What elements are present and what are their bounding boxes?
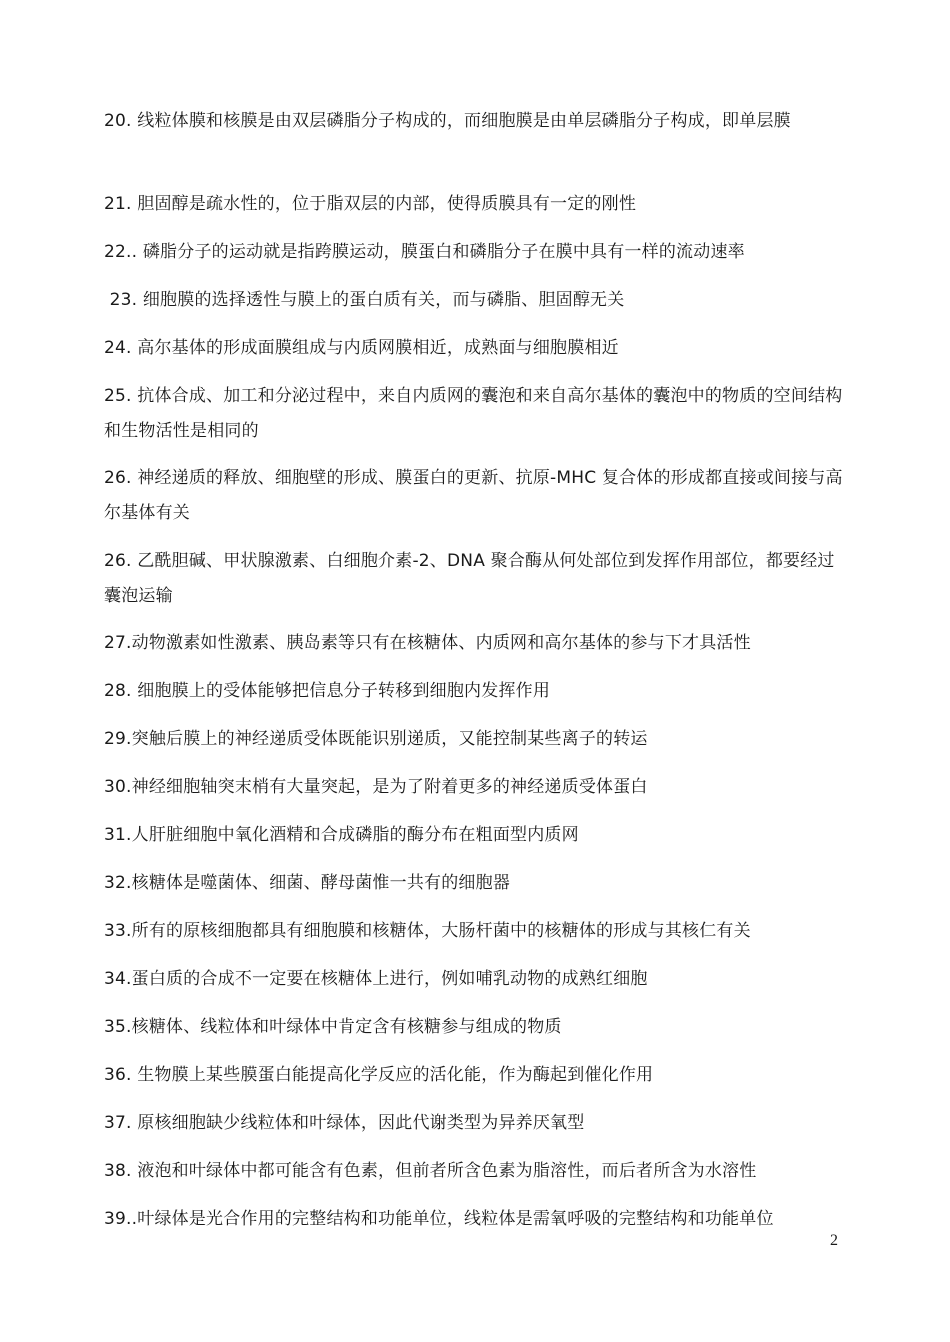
item-20: 20. 线粒体膜和核膜是由双层磷脂分子构成的，而细胞膜是由单层磷脂分子构成，即单层膜 — [104, 111, 791, 131]
item-30: 30.神经细胞轴突末梢有大量突起，是为了附着更多的神经递质受体蛋白 — [104, 777, 648, 797]
item-23: 23. 细胞膜的选择透性与膜上的蛋白质有关，而与磷脂、胆固醇无关 — [104, 290, 625, 310]
item-36: 36. 生物膜上某些膜蛋白能提高化学反应的活化能，作为酶起到催化作用 — [104, 1065, 654, 1085]
item-39: 39..叶绿体是光合作用的完整结构和功能单位，线粒体是需氧呼吸的完整结构和功能单位 — [104, 1209, 774, 1229]
item-28: 28. 细胞膜上的受体能够把信息分子转移到细胞内发挥作用 — [104, 681, 551, 701]
page-number: 2 — [830, 1232, 838, 1249]
item-24: 24. 高尔基体的形成面膜组成与内质网膜相近，成熟面与细胞膜相近 — [104, 338, 619, 358]
item-31: 31.人肝脏细胞中氧化酒精和合成磷脂的酶分布在粗面型内质网 — [104, 825, 579, 845]
item-32: 32.核糖体是噬菌体、细菌、酵母菌惟一共有的细胞器 — [104, 873, 511, 893]
item-21: 21. 胆固醇是疏水性的，位于脂双层的内部，使得质膜具有一定的刚性 — [104, 194, 637, 214]
item-27: 27.动物激素如性激素、胰岛素等只有在核糖体、内质网和高尔基体的参与下才具活性 — [104, 633, 751, 653]
item-26b: 26. 乙酰胆碱、甲状腺激素、白细胞介素-2、DNA 聚合酶从何处部位到发挥作用部位，都要经过囊泡运输 — [104, 551, 835, 606]
item-26a: 26. 神经递质的释放、细胞壁的形成、膜蛋白的更新、抗原-MHC 复合体的形成都直接或间接与高尔基体有关 — [104, 468, 843, 523]
item-37: 37. 原核细胞缺少线粒体和叶绿体，因此代谢类型为异养厌氧型 — [104, 1113, 585, 1133]
item-29: 29.突触后膜上的神经递质受体既能识别递质，又能控制某些离子的转运 — [104, 729, 648, 749]
item-33: 33.所有的原核细胞都具有细胞膜和核糖体，大肠杆菌中的核糖体的形成与其核仁有关 — [104, 921, 751, 941]
item-38: 38. 液泡和叶绿体中都可能含有色素，但前者所含色素为脂溶性，而后者所含为水溶性 — [104, 1161, 757, 1181]
item-35: 35.核糖体、线粒体和叶绿体中肯定含有核糖参与组成的物质 — [104, 1017, 562, 1037]
item-22: 22.. 磷脂分子的运动就是指跨膜运动，膜蛋白和磷脂分子在膜中具有一样的流动速率 — [104, 242, 745, 262]
item-25: 25. 抗体合成、加工和分泌过程中，来自内质网的囊泡和来自高尔基体的囊泡中的物质的空间结构和生物活性是相同的 — [104, 386, 843, 441]
item-34: 34.蛋白质的合成不一定要在核糖体上进行，例如哺乳动物的成熟红细胞 — [104, 969, 648, 989]
